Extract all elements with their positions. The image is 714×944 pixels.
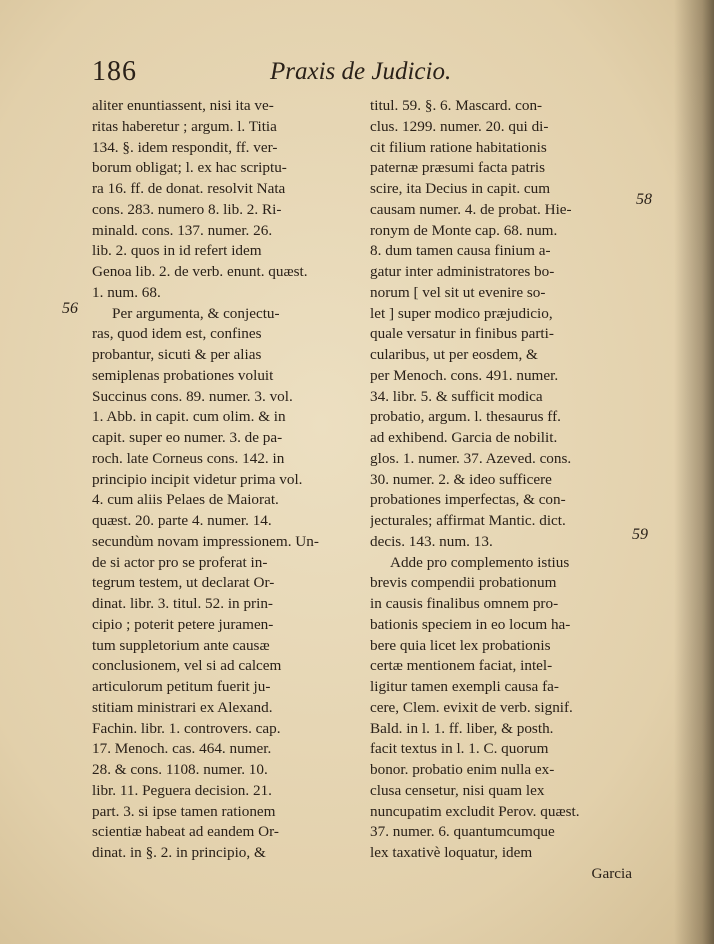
text-line: facit textus in l. 1. C. quorum <box>370 740 549 758</box>
text-line: clusa censetur, nisi quam lex <box>370 781 545 799</box>
text-line: clus. 1299. numer. 20. qui di- <box>370 117 549 135</box>
text-line: quæst. 20. parte 4. numer. 14. <box>92 512 272 529</box>
text-line: let ] super modico præjudicio, <box>370 304 553 322</box>
text-line: titul. 59. §. 6. Mascard. con- <box>370 97 543 114</box>
text-line: capit. super eo numer. 3. de pa- <box>92 429 283 446</box>
text-line: cipio ; poterit petere juramen- <box>92 615 274 633</box>
text-line: nuncupatim excludit Perov. quæst. <box>370 802 580 820</box>
text-line: Fachin. libr. 1. controvers. cap. <box>92 719 281 737</box>
text-line: 4. cum aliis Pelaes de Maiorat. <box>92 491 279 509</box>
text-line: secundùm novam impressionem. Un- <box>92 532 319 550</box>
text-line: quale versatur in finibus parti- <box>370 325 554 343</box>
text-line: decis. 143. num. 13. <box>370 532 493 550</box>
page-header <box>92 56 652 94</box>
text-line: ronym de Monte cap. 68. num. <box>370 221 558 239</box>
text-line: lib. 2. quos in id refert idem <box>92 242 262 260</box>
text-line: Succinus cons. 89. numer. 3. vol. <box>92 387 293 405</box>
margin-number-56: 56 <box>62 300 78 317</box>
text-line: libr. 11. Peguera decision. 21. <box>92 781 272 799</box>
text-line: ritas haberetur ; argum. l. Titia <box>92 117 277 135</box>
text-line: probatio, argum. l. thesaurus ff. <box>370 408 561 426</box>
text-line: conclusionem, vel si ad calcem <box>92 657 282 675</box>
text-line: per Menoch. cons. 491. numer. <box>370 366 559 384</box>
text-line: aliter enuntiassent, nisi ita ve- <box>92 97 274 114</box>
text-line: norum [ vel sit ut evenire so- <box>370 283 546 301</box>
text-line: tegrum testem, ut declarat Or- <box>92 574 275 592</box>
page-number: 186 <box>92 56 137 87</box>
text-line: borum obligat; l. ex hac scriptu- <box>92 159 287 177</box>
text-line: cularibus, ut per eosdem, & <box>370 346 538 363</box>
text-line: 1. Abb. in capit. cum olim. & in <box>92 408 286 426</box>
text-line: certæ mentionem faciat, intel- <box>370 657 553 675</box>
left-text-column <box>92 96 356 864</box>
right-text-column <box>370 96 632 885</box>
text-line: lex taxativè loquatur, idem <box>370 844 533 861</box>
text-line: bonor. probatio enim nulla ex- <box>370 761 555 778</box>
text-line: stitiam ministrari ex Alexand. <box>92 698 273 716</box>
text-line: part. 3. si ipse tamen rationem <box>92 802 276 820</box>
text-line: ras, quod idem est, confines <box>92 325 262 343</box>
text-line: principio incipit videtur prima vol. <box>92 470 303 488</box>
text-line: Genoa lib. 2. de verb. enunt. quæst. <box>92 263 308 280</box>
paragraph-start-line: Per argumenta, & conjectu- <box>112 304 280 322</box>
text-line: Bald. in l. 1. ff. liber, & posth. <box>370 719 554 737</box>
text-line: minald. cons. 137. numer. 26. <box>92 221 273 239</box>
paragraph-start-line: Adde pro complemento istius <box>390 553 570 571</box>
text-line: glos. 1. numer. 37. Azeved. cons. <box>370 449 572 467</box>
text-line: jecturales; affirmat Mantic. dict. <box>370 512 566 529</box>
text-line: 8. dum tamen causa finium a- <box>370 242 551 260</box>
text-line: bere quia licet lex probationis <box>370 636 551 654</box>
text-line: brevis compendii probationum <box>370 574 557 592</box>
gutter-shadow <box>674 0 714 944</box>
text-line: 17. Menoch. cas. 464. numer. <box>92 740 272 758</box>
text-line: 28. & cons. 1108. numer. 10. <box>92 761 268 778</box>
text-line: scire, ita Decius in capit. cum <box>370 180 551 197</box>
text-line: articulorum petitum fuerit ju- <box>92 678 271 695</box>
text-line: cit filium ratione habitationis <box>370 138 547 156</box>
text-line: bationis speciem in eo locum ha- <box>370 615 571 633</box>
text-line: in causis finalibus omnem pro- <box>370 595 559 612</box>
text-line: 37. numer. 6. quantumcumque <box>370 823 555 841</box>
text-line: probationes imperfectas, & con- <box>370 491 566 509</box>
text-line: semiplenas probationes voluit <box>92 366 274 384</box>
text-line: dinat. in §. 2. in principio, & <box>92 844 266 861</box>
text-line: ligitur tamen exempli causa fa- <box>370 678 559 695</box>
text-line: probantur, sicuti & per alias <box>92 346 262 363</box>
text-line: roch. late Corneus cons. 142. in <box>92 449 285 467</box>
text-line: tum suppletorium ante causæ <box>92 636 270 654</box>
margin-number-58: 58 <box>636 191 652 208</box>
text-line: cere, Clem. evixit de verb. signif. <box>370 698 573 716</box>
text-line: ad exhibend. Garcia de nobilit. <box>370 429 558 446</box>
text-line: paternæ præsumi facta patris <box>370 159 546 177</box>
text-line: 134. §. idem respondit, ff. ver- <box>92 138 278 156</box>
text-line: gatur inter administratores bo- <box>370 263 555 280</box>
text-line: ra 16. ff. de donat. resolvit Nata <box>92 180 286 197</box>
text-line: Garcia <box>591 864 632 882</box>
text-line: de si actor pro se proferat in- <box>92 553 268 571</box>
margin-number-59: 59 <box>632 526 648 543</box>
text-line: causam numer. 4. de probat. Hie- <box>370 200 572 218</box>
text-line: 1. num. 68. <box>92 283 161 301</box>
text-line: 34. libr. 5. & sufficit modica <box>370 387 543 405</box>
text-line: 30. numer. 2. & ideo sufficere <box>370 470 552 488</box>
text-line: cons. 283. numero 8. lib. 2. Ri- <box>92 200 282 218</box>
running-title: Praxis de Judicio. <box>270 58 452 85</box>
text-line: scientiæ habeat ad eandem Or- <box>92 823 279 841</box>
text-line: dinat. libr. 3. titul. 52. in prin- <box>92 595 273 612</box>
